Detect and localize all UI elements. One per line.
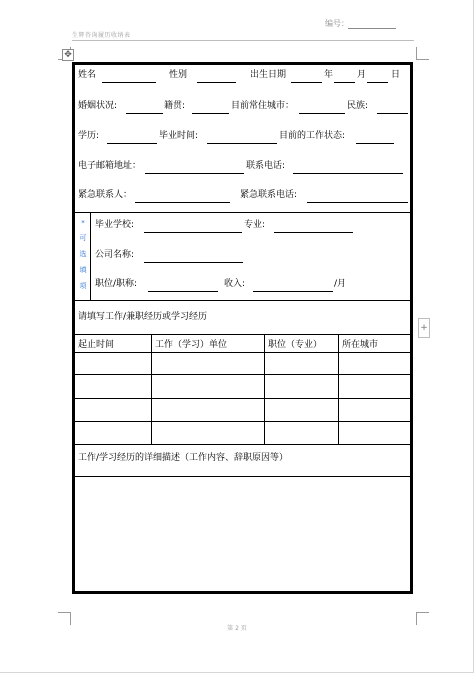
marital-label: 婚姻状况: [78,101,118,111]
column-header-position: 职位（专业） [268,340,323,350]
email-field[interactable] [145,173,244,174]
graduation-time-label: 毕业时间: [159,131,199,141]
company-label: 公司名称: [95,250,135,260]
school-field[interactable] [144,232,242,233]
document-title: 生辉咨询履历收纳表 [72,32,131,39]
header-rule [72,40,414,41]
origin-label: 籍贯: [164,101,186,111]
divider [74,444,411,445]
income-unit: /月 [334,279,347,289]
marital-field[interactable] [126,113,163,114]
name-label: 姓名 [78,70,97,80]
graduation-time-field[interactable] [207,143,277,144]
history-title: 请填写工作/兼职经历或学习经历 [78,312,208,322]
city-field[interactable] [299,113,345,114]
gender-field[interactable] [197,82,236,83]
emergency-phone-label: 紧急联系电话: [240,190,298,200]
add-row-icon[interactable]: + [418,318,430,338]
income-field[interactable] [253,291,333,292]
education-label: 学历: [78,131,100,141]
table-move-handle-icon[interactable]: ✥ [62,49,74,61]
day-label: 日 [391,70,401,80]
origin-field[interactable] [192,113,229,114]
divider [74,334,411,335]
divider [74,398,411,399]
position-label: 职位/职称: [95,279,138,289]
income-label: 收入: [224,279,246,289]
divider [74,374,411,375]
column-divider [151,334,152,444]
side-note-char: 项 [79,282,87,290]
school-label: 毕业学校: [95,220,135,230]
side-note-char: 填 [79,266,87,274]
phone-field[interactable] [293,173,403,174]
divider [74,300,411,301]
position-field[interactable] [148,291,218,292]
side-note-char: 可 [79,234,87,242]
divider [74,352,411,353]
birth-day-field[interactable] [367,82,388,83]
serial-field[interactable] [348,28,396,29]
email-label: 电子邮箱地址： [78,161,142,171]
gender-label: 性别 [169,70,188,80]
page-number: 第 2 页 [227,625,247,632]
phone-label: 联系电话: [246,161,286,171]
detail-textarea[interactable] [75,478,410,591]
column-header-organization: 工作（学习）单位 [155,340,228,350]
birth-month-field[interactable] [334,82,355,83]
work-status-label: 目前的工作状态: [279,131,346,141]
column-divider [338,334,339,444]
corner-mark-top-right [416,47,429,60]
birth-label: 出生日期 [250,70,287,80]
divider [74,212,411,213]
month-label: 月 [357,70,367,80]
major-field[interactable] [274,232,353,233]
detail-title: 工作/学习经历的详细描述（工作内容、辞职原因等） [78,453,289,463]
divider [74,476,411,477]
side-note-divider [90,212,91,300]
education-field[interactable] [107,143,157,144]
side-note-char: * [81,219,85,227]
major-label: 专业: [244,220,266,230]
year-label: 年 [324,70,334,80]
company-field[interactable] [144,262,243,263]
column-header-city: 所在城市 [342,340,379,350]
column-divider [264,334,265,444]
column-header-period: 起止时间 [78,340,115,350]
birth-year-field[interactable] [291,82,322,83]
emergency-contact-field[interactable] [135,202,230,203]
city-label: 目前常住城市： [231,101,295,111]
serial-label: 编号： [325,19,349,28]
emergency-contact-label: 紧急联系人： [78,190,133,200]
side-note-char: 选 [79,250,87,258]
ethnic-field[interactable] [377,113,408,114]
divider [74,421,411,422]
work-status-field[interactable] [356,143,394,144]
name-field[interactable] [102,82,156,83]
ethnic-label: 民族: [347,101,369,111]
emergency-phone-field[interactable] [307,202,408,203]
